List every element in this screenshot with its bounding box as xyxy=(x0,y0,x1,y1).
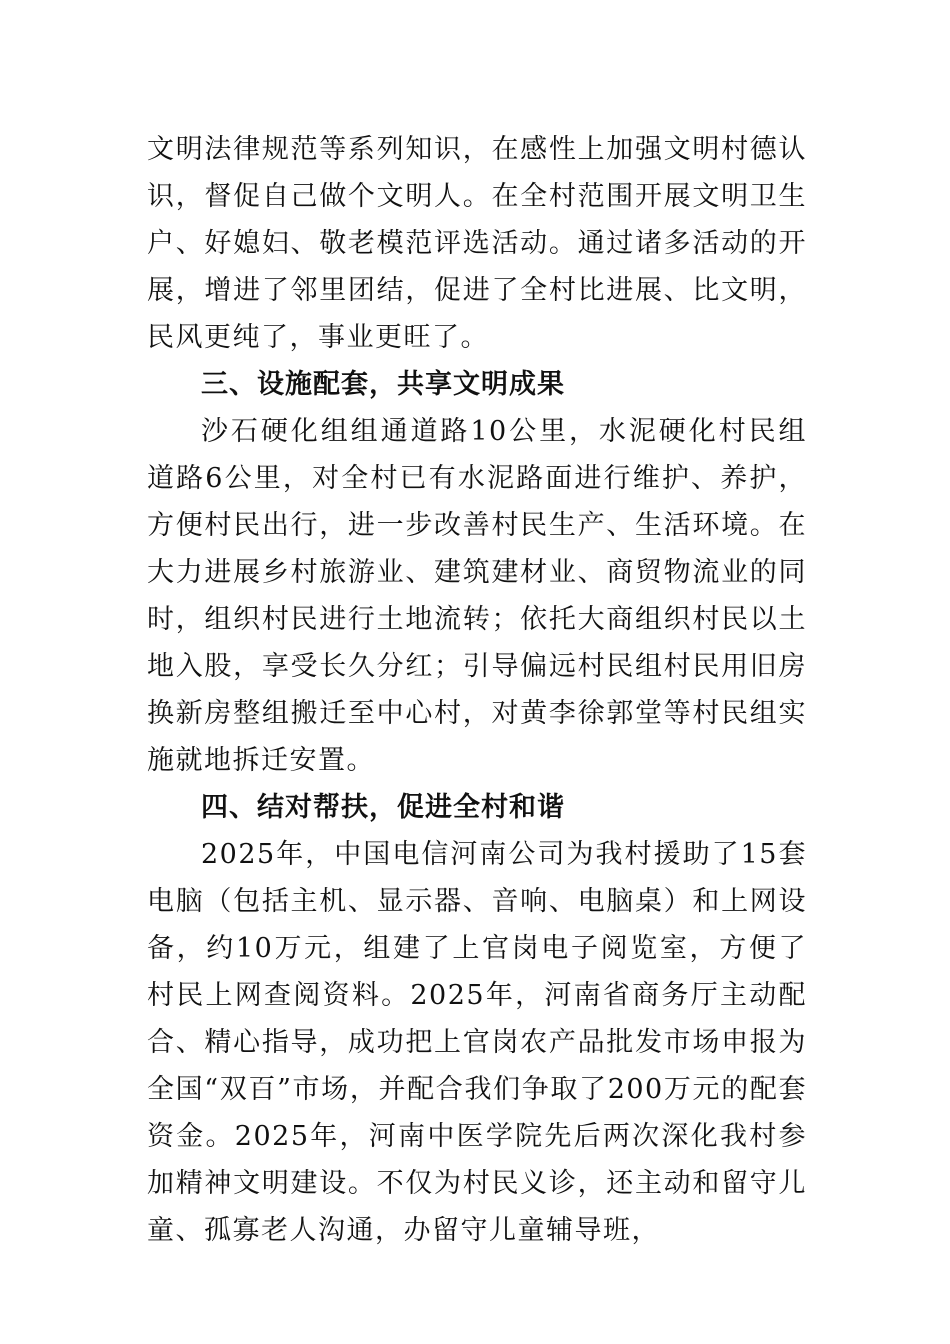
paragraph-civilization-education: 文明法律规范等系列知识，在感性上加强文明村德认识，督促自己做个文明人。在全村范围开展文明卫生户、好媳妇、敬老模范评选活动。通过诸多活动的开展，增进了邻里团结，促进了全村比进展、比文明，民风更纯了，事业更旺了。 xyxy=(147,134,807,353)
section-heading-3: 三、设施配套，共享文明成果 xyxy=(201,369,565,400)
paragraph-infrastructure: 沙石硬化组组通道路10公里，水泥硬化村民组道路6公里，对全村已有水泥路面进行维护、养护，方便村民出行，进一步改善村民生产、生活环境。在大力进展乡村旅游业、建筑建材业、商贸物流业的同时，组织村民进行土地流转；依托大商组织村民以土地入股，享受长久分红；引导偏远村民组村民用旧房换新房整组搬迁至中心村，对黄李徐郭堂等村民组实施就地拆迁安置。 xyxy=(147,416,807,776)
paragraph-assistance: 2025年，中国电信河南公司为我村援助了15套电脑（包括主机、显示器、音响、电脑桌）和上网设备，约10万元，组建了上官岗电子阅览室，方便了村民上网查阅资料。2025年，河南省商务厅主动配合、精心指导，成功把上官岗农产品批发市场申报为全国“双百”市场，并配合我们争取了200万元的配套资金。2025年，河南中医学院先后两次深化我村参加精神文明建设。不仅为村民义诊，还主动和留守儿童、孤寡老人沟通，办留守儿童辅导班， xyxy=(147,839,807,1246)
document-page xyxy=(147,126,807,1254)
section-heading-4: 四、结对帮扶，促进全村和谐 xyxy=(201,792,565,823)
